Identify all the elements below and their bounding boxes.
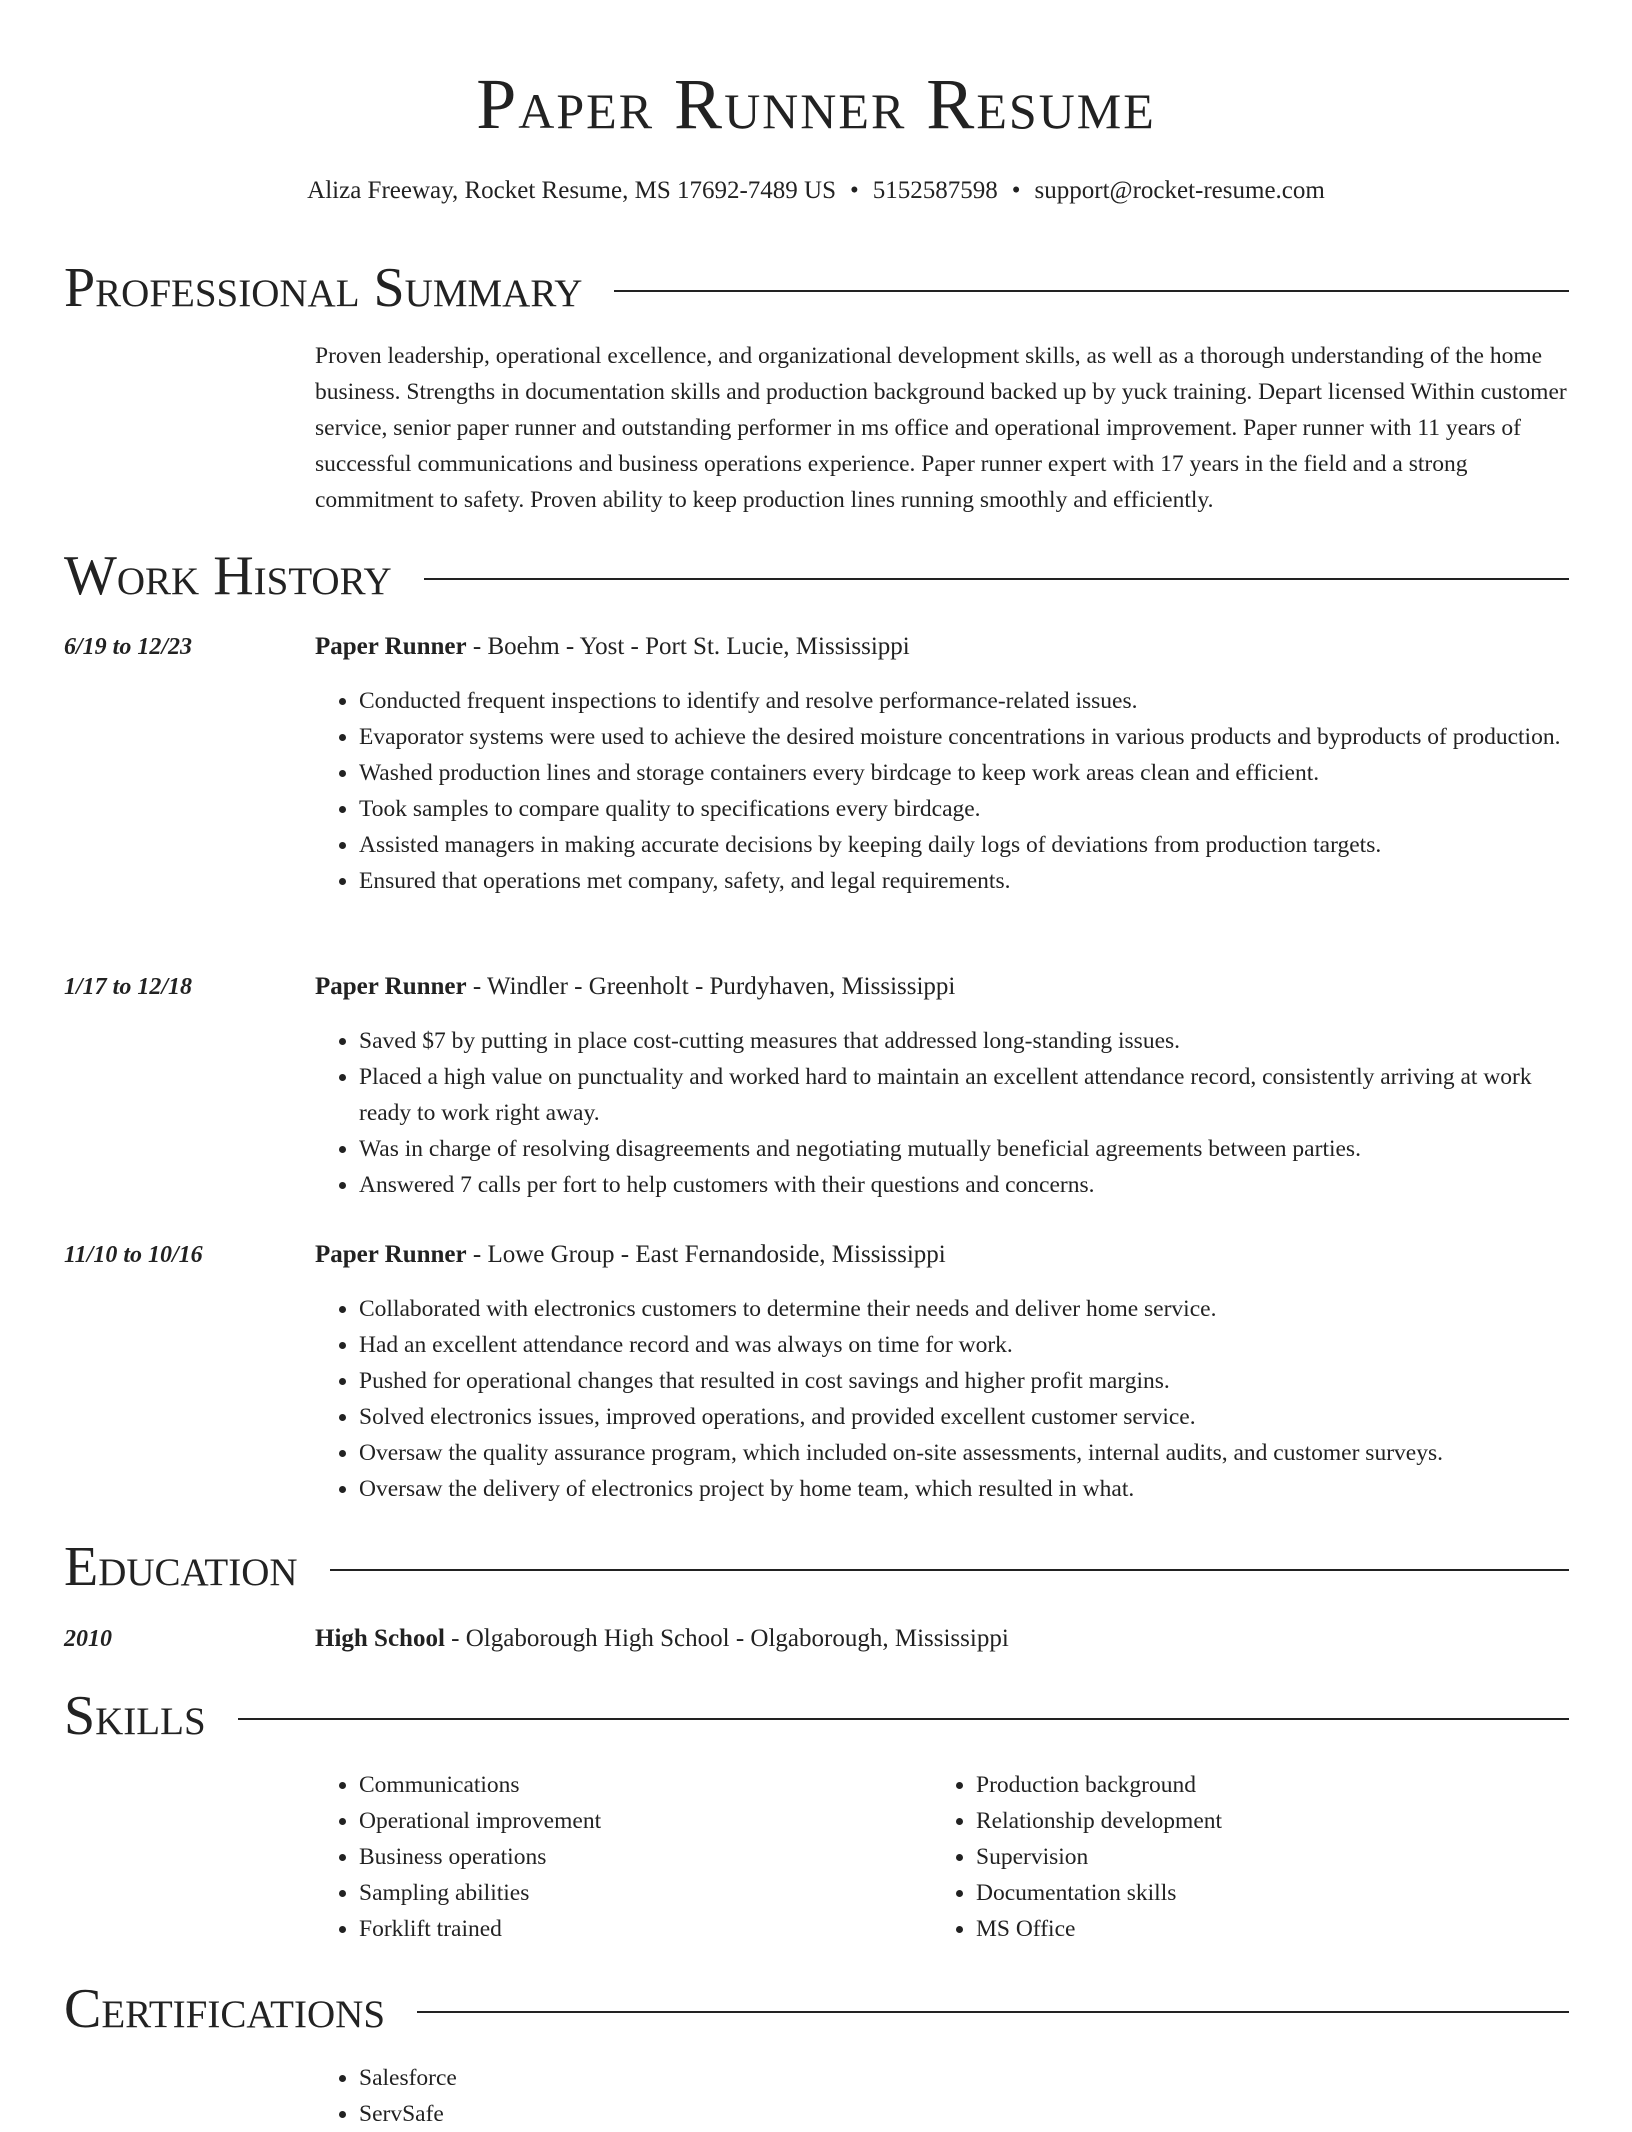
list-item: • Oversaw the quality assurance program, which included on-site assessments, internal audits, and customer surveys. <box>359 1435 1570 1471</box>
certifications-list <box>315 2060 895 2132</box>
list-item: • Answered 7 calls per fort to help customers with their questions and concerns. <box>359 1167 1570 1203</box>
contact-phone: 5152587598 <box>872 177 998 204</box>
list-item: • Was in charge of resolving disagreements and negotiating mutually beneficial agreements between parties. <box>359 1131 1570 1167</box>
job-role: Paper Runner <box>315 973 467 1000</box>
education-section-title: Education <box>64 1536 298 1598</box>
summary-text: Proven leadership, operational excellence, and organizational development skills, as well as a thorough understanding of the home business. Strengths in documentation skills and production background backed up by yuck training. Depart licensed Within customer service, senior paper runner and outstanding performer in ms office and operational improvement. Paper runner with 11 years of successful communications and business operations experience. Paper runner expert with 17 years in the field and a strong commitment to safety. Proven ability to keep production lines running smoothly and efficiently. <box>315 343 1567 513</box>
job-details: - Lowe Group - East Fernandoside, Mississippi <box>466 1241 946 1268</box>
skill-item: • MS Office <box>976 1911 1512 1947</box>
list-item: • Had an excellent attendance record and was always on time for work. <box>359 1327 1570 1363</box>
summary-section-header <box>64 256 1569 320</box>
skill-item: • Operational improvement <box>359 1803 895 1839</box>
list-item: • Pushed for operational changes that resulted in cost savings and higher profit margins. <box>359 1363 1570 1399</box>
job-role: Paper Runner <box>315 1241 467 1268</box>
skill-item: • Relationship development <box>976 1803 1512 1839</box>
list-item: • Collaborated with electronics customers to determine their needs and deliver home service. <box>359 1291 1570 1327</box>
skill-item: • Production background <box>976 1767 1512 1803</box>
contact-separator: • <box>1011 177 1021 204</box>
list-item: • Washed production lines and storage containers every birdcage to keep work areas clean and efficient. <box>359 755 1570 791</box>
section-divider <box>614 290 1569 292</box>
list-item: • Conducted frequent inspections to identify and resolve performance-related issues. <box>359 683 1570 719</box>
skills-section-header <box>64 1684 1569 1748</box>
skill-item: • Business operations <box>359 1839 895 1875</box>
job-details: - Boehm - Yost - Port St. Lucie, Mississippi <box>466 633 910 660</box>
skill-item: • Forklift trained <box>359 1911 895 1947</box>
job-bullets <box>315 1023 1570 1203</box>
job-dates: 1/17 to 12/18 <box>64 974 193 1000</box>
skills-list-left <box>315 1767 895 1947</box>
list-item: • Placed a high value on punctuality and worked hard to maintain an excellent attendance record, consistently arriving at work ready to work right away. <box>359 1059 1570 1131</box>
list-item: • Evaporator systems were used to achieve the desired moisture concentrations in various products and byproducts of production. <box>359 719 1570 755</box>
list-item: • Ensured that operations met company, safety, and legal requirements. <box>359 863 1570 899</box>
job-details: - Windler - Greenholt - Purdyhaven, Mississippi <box>466 973 956 1000</box>
job-title-line <box>315 969 1570 1005</box>
work-section-title: Work History <box>64 545 392 607</box>
skills-list-right <box>932 1767 1512 1947</box>
skill-item: • Sampling abilities <box>359 1875 895 1911</box>
job-dates: 6/19 to 12/23 <box>64 634 193 660</box>
certifications-section-title: Certifications <box>64 1978 386 2040</box>
education-year: 2010 <box>64 1626 112 1652</box>
contact-address: Aliza Freeway, Rocket Resume, MS 17692-7489 US <box>307 177 837 204</box>
skills-section-title: Skills <box>64 1685 206 1747</box>
job-title-line <box>315 1237 1570 1273</box>
certifications-section-header <box>64 1977 1569 2041</box>
education-degree: High School <box>315 1625 445 1652</box>
certification-item: • Salesforce <box>359 2060 895 2096</box>
contact-email: support@rocket-resume.com <box>1034 177 1325 204</box>
resume-title: Paper Runner Resume <box>476 64 1156 144</box>
section-divider <box>417 2011 1569 2013</box>
list-item: • Oversaw the delivery of electronics project by home team, which resulted in what. <box>359 1471 1570 1507</box>
job-title-line <box>315 629 1570 665</box>
list-item: • Saved $7 by putting in place cost-cutting measures that addressed long-standing issues. <box>359 1023 1570 1059</box>
certification-item: • ServSafe <box>359 2096 895 2132</box>
education-line <box>315 1621 1570 1657</box>
job-bullets <box>315 1291 1570 1507</box>
job-role: Paper Runner <box>315 633 467 660</box>
skill-item: • Documentation skills <box>976 1875 1512 1911</box>
section-divider <box>424 578 1569 580</box>
skill-item: • Communications <box>359 1767 895 1803</box>
contact-separator: • <box>850 177 859 204</box>
education-section-header <box>64 1535 1569 1599</box>
work-section-header <box>64 544 1569 608</box>
education-details: - Olgaborough High School - Olgaborough, Mississippi <box>444 1625 1009 1652</box>
skill-item: • Supervision <box>976 1839 1512 1875</box>
list-item: • Took samples to compare quality to specifications every birdcage. <box>359 791 1570 827</box>
job-bullets <box>315 683 1570 899</box>
list-item: • Assisted managers in making accurate decisions by keeping daily logs of deviations from production targets. <box>359 827 1570 863</box>
contact-line <box>0 174 1632 208</box>
summary-section-title: Professional Summary <box>64 257 583 319</box>
job-dates: 11/10 to 10/16 <box>64 1242 203 1268</box>
list-item: • Solved electronics issues, improved operations, and provided excellent customer service. <box>359 1399 1570 1435</box>
section-divider <box>330 1569 1569 1571</box>
section-divider <box>238 1718 1569 1720</box>
